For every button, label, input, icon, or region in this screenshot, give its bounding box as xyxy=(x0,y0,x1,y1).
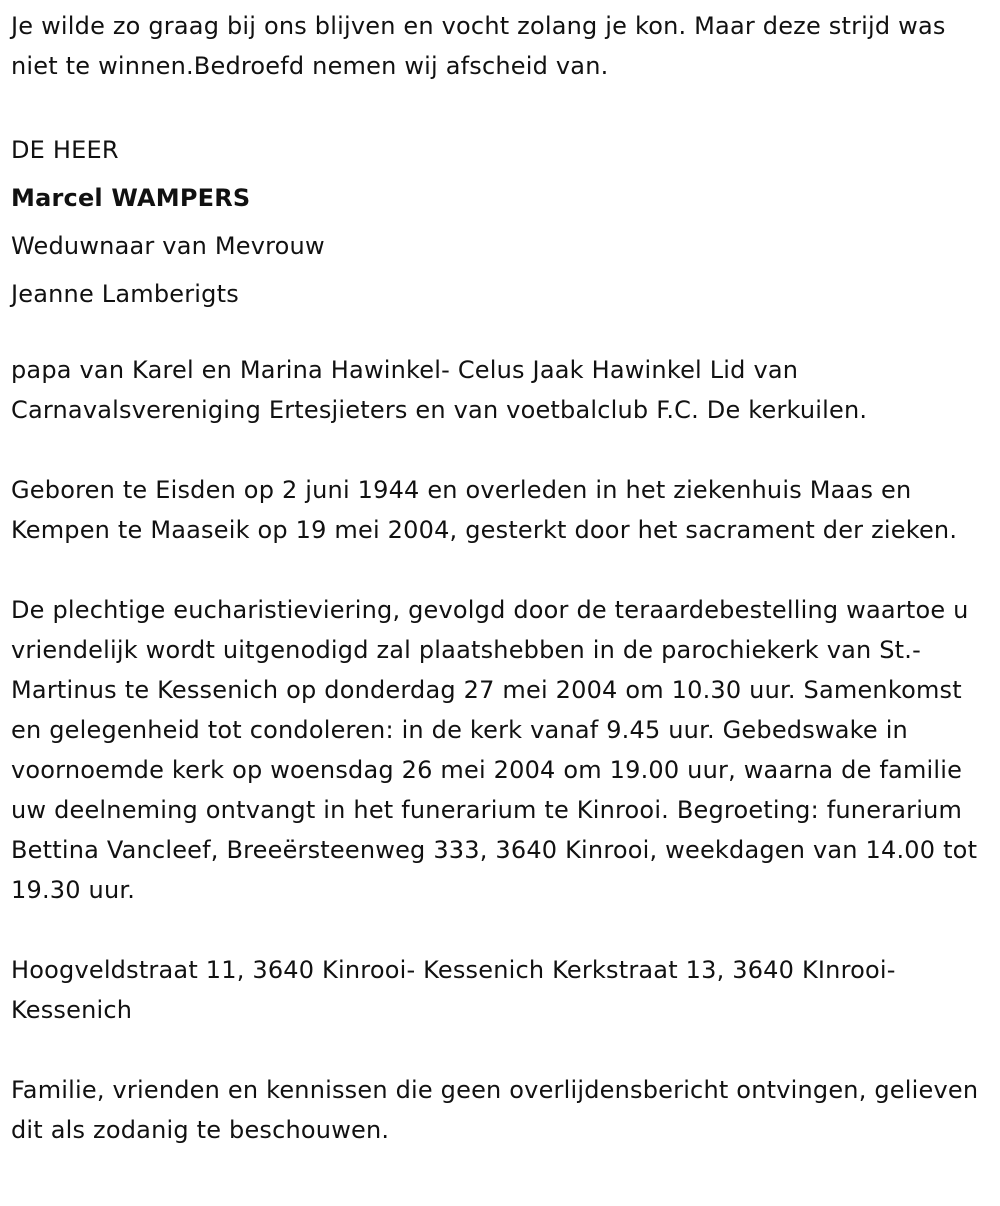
spacer xyxy=(11,430,980,470)
spacer xyxy=(11,1030,980,1070)
intro-paragraph: Je wilde zo graag bij ons blijven en vocht zolang je kon. Maar deze strijd was niet te winnen.Bedroefd nemen wij afscheid van. xyxy=(11,12,946,80)
spacer xyxy=(11,550,980,590)
spacer xyxy=(11,318,980,350)
spacer xyxy=(11,910,980,950)
spacer xyxy=(11,86,980,126)
closing-paragraph: Familie, vrienden en kennissen die geen overlijdensbericht ontvingen, gelieven dit als zodanig te beschouwen. xyxy=(11,1076,979,1144)
birth-paragraph: Geboren te Eisden op 2 juni 1944 en overleden in het ziekenhuis Maas en Kempen te Maaseik op 19 mei 2004, gesterkt door het sacrament der zieken. xyxy=(11,476,958,544)
ceremony-paragraph: De plechtige eucharistieviering, gevolgd door de teraardebestelling waartoe u vriendelijk wordt uitgenodigd zal plaatshebben in de parochiekerk van St.- Martinus te Kessenich op donderdag 27 mei 2004 om 10.30 uur. Samenkomst en gelegenheid tot condoleren: in de kerk vanaf 9.45 uur. Gebedswake in voornoemde kerk op woensdag 26 mei 2004 om 19.00 uur, waarna de familie uw deelneming ontvangt in het funerarium te Kinrooi. Begroeting: funerarium Bettina Vancleef, Breeërsteenweg 333, 3640 Kinrooi, weekdagen van 14.00 tot 19.30 uur. xyxy=(11,596,978,904)
deceased-name: Marcel WAMPERS xyxy=(11,184,251,212)
widower-line-1: Weduwnaar van Mevrouw xyxy=(11,232,325,260)
title-line: DE HEER xyxy=(11,136,119,164)
widower-line-2: Jeanne Lamberigts xyxy=(11,280,239,308)
addresses-paragraph: Hoogveldstraat 11, 3640 Kinrooi- Kessenich Kerkstraat 13, 3640 KInrooi-Kessenich xyxy=(11,956,896,1024)
family-paragraph: papa van Karel en Marina Hawinkel- Celus Jaak Hawinkel Lid van Carnavalsvereniging Ertesjieters en van voetbalclub F.C. De kerkuilen. xyxy=(11,356,868,424)
